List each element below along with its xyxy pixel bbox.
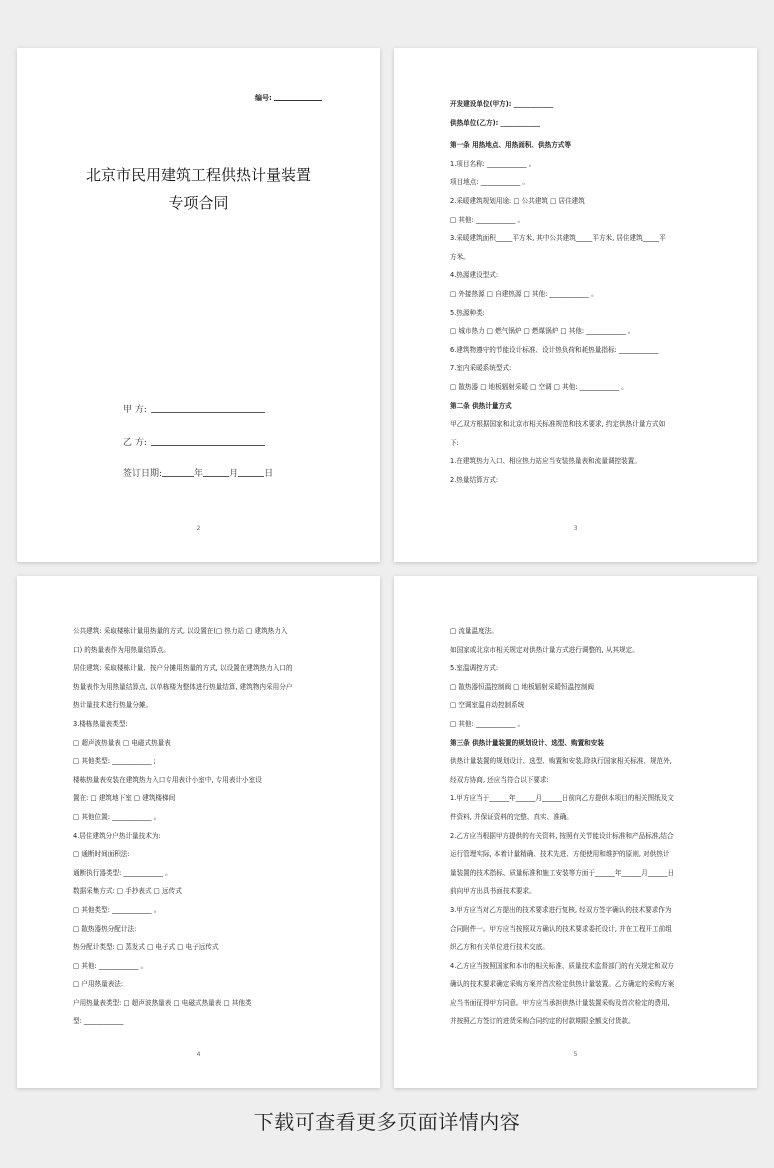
text-line: □ 其他: ____________ 。 — [450, 719, 525, 728]
text-line: 1.在建筑热力入口、相应热力站应当安装热量表和流量调控装置。 — [450, 457, 641, 466]
text-line: 热量表作为用热量结算点, 以单栋楼为整体进行热量结算, 建筑物内采用分户 — [73, 682, 293, 691]
contract-title — [17, 161, 380, 217]
text-line: 4.热源建设型式: — [450, 271, 499, 280]
text-line: □ 其他类型: ____________ 。 — [73, 905, 161, 914]
text-line: □ 其他位置: ____________ 。 — [73, 812, 161, 821]
page-5-body — [450, 622, 701, 1031]
download-more-caption: 下载可查看更多页面详情内容 — [253, 1110, 521, 1134]
serial-blank — [274, 100, 322, 101]
text-line: 置在: □ 建筑地下室 □ 建筑楼梯间 — [73, 794, 176, 803]
text-line: 数据采集方式: □ 手抄表式 □ 远传式 — [73, 887, 182, 896]
text-line: 供热单位(乙方): ____________ — [450, 118, 541, 127]
text-line: 第三条 供热计量装置的规划设计、选型、购置和安装 — [450, 738, 604, 747]
text-line: 确认的技术要求确定采购方案并首次检定供热计量装置。乙方确定的采购方案 — [450, 980, 675, 989]
text-line: 2.乙方应当根据甲方提供的有关资料, 按照有关节能设计标准和产品标准,结合 — [450, 831, 674, 840]
text-line: 第一条 用热地点、用热面积、供热方式等 — [450, 141, 571, 150]
text-line: 3.楼栋热量表类型: — [73, 719, 128, 728]
page-3 — [394, 48, 757, 562]
text-line: 开发建设单位(甲方): ____________ — [450, 100, 554, 108]
month-label: 月 — [229, 469, 239, 479]
text-line: □ 空调室温自动控制系统 — [450, 701, 525, 710]
text-line: 通断执行器类型: ____________ 。 — [73, 868, 172, 877]
text-line: □ 城市热力 □ 燃气锅炉 □ 燃煤锅炉 □ 其他: ____________ 。 — [450, 327, 635, 336]
text-line: 项目地点: ____________ 。 — [450, 178, 529, 187]
text-line: 5.热源种类: — [450, 308, 485, 317]
text-line: □ 其他: ____________ 。 — [73, 961, 148, 970]
sign-date-label: 签订日期: — [123, 469, 163, 479]
text-line: 量装置的技术指标、质量标准和施工安装等方面于______年______月______日 — [450, 868, 675, 877]
text-line: 并按照乙方签订的进货采购合同约定的付款期限全额支付货款。 — [450, 1017, 635, 1026]
text-line: 3.甲方应当对乙方提出的技术要求进行复核, 经双方签字确认的技术要求作为 — [450, 905, 672, 914]
party-a-blank — [151, 412, 265, 413]
text-line: 5.室温调控方式: — [450, 664, 499, 673]
day-label: 日 — [264, 469, 274, 479]
text-line: 方米。 — [450, 252, 470, 261]
text-line: 公共建筑: 采取楼栋计量用热量的方式, 以设置在(□ 热力站 □ 建筑热力入 — [73, 627, 288, 635]
text-line: □ 户用热量表法: — [73, 980, 124, 989]
serial-number — [255, 93, 322, 103]
party-b-blank — [151, 445, 265, 446]
text-line: 2.采暖建筑规划用途: □ 公共建筑 □ 居住建筑 — [450, 196, 585, 205]
text-line: 4.居住建筑分户热计量技术为: — [73, 831, 161, 840]
page-number: 4 — [196, 1051, 201, 1058]
serial-label: 编号: — [255, 94, 272, 102]
text-line: □ 超声波热量表 □ 电磁式热量表 — [73, 738, 171, 747]
page-3-body — [450, 95, 701, 489]
text-line: 下: — [450, 438, 459, 447]
text-line: □ 流量温度法。 — [450, 627, 498, 635]
text-line: 楼栋热量表安装在建筑热力入口专用表计小室中, 专用表计小室设 — [73, 775, 262, 784]
party-a-row — [123, 402, 265, 415]
text-line: 口) 的热量表作为用热量结算点。 — [73, 645, 170, 654]
page-4 — [17, 576, 380, 1088]
title-line-2: 专项合同 — [168, 194, 229, 212]
page-5 — [394, 576, 757, 1088]
text-line: 件资料, 并保证资料的完整、真实、准确。 — [450, 812, 573, 821]
text-line: 如国家或北京市相关规定对供热计量方式进行调整的, 从其规定。 — [450, 645, 639, 654]
text-line: □ 通断时间面积法: — [73, 850, 130, 859]
text-line: 经双方协商, 还应当符合以下要求: — [450, 775, 549, 784]
page-2-cover — [17, 48, 380, 562]
text-line: 应当书面征得甲方同意。甲方应当承担供热计量装置采购及首次检定的费用, — [450, 998, 670, 1007]
text-line: 热计量技术进行热量分摊。 — [73, 701, 153, 710]
text-line: □ 散热器恒温控制阀 □ 地板辐射采暖恒温控制阀 — [450, 682, 595, 691]
page-4-body — [73, 622, 324, 1031]
text-line: 织乙方和有关单位进行技术交底。 — [450, 943, 549, 952]
text-line: □ 散热器热分配计法: — [73, 924, 137, 933]
year-label: 年 — [194, 469, 204, 479]
text-line: 运行管理实际, 本着计量精确、技术先进、方便使用和维护的原则, 对供热计 — [450, 850, 670, 859]
text-line: 7.室内采暖系统型式: — [450, 364, 512, 373]
text-line: 6.建筑物遵守的节能设计标准、设计热负荷和耗热量指标: ____________ — [450, 345, 659, 354]
text-line: 1.项目名称: ____________ 。 — [450, 159, 536, 168]
party-b-row — [123, 435, 265, 448]
party-a-label: 甲 方: — [123, 405, 147, 415]
text-line: 4.乙方应当按照国家和本市的相关标准、质量技术监督部门的有关规定和双方 — [450, 961, 674, 970]
year-blank — [162, 476, 194, 477]
text-line: 1.甲方应当于______年______月______日前向乙方提供本项目的相关图纸及文 — [450, 794, 674, 803]
text-line: 3.采暖建筑面积_____平方米, 其中公共建筑_____平方米, 居住建筑_____平 — [450, 234, 666, 243]
text-line: □ 散热器 □ 地板辐射采暖 □ 空调 □ 其他: ____________ 。 — [450, 382, 628, 391]
page-number: 5 — [573, 1051, 578, 1058]
text-line: 热分配计类型: □ 蒸发式 □ 电子式 □ 电子远传式 — [73, 943, 219, 952]
day-blank — [238, 476, 264, 477]
text-line: 甲乙双方根据国家和北京市相关标准规范和技术要求, 约定供热计量方式如 — [450, 420, 666, 429]
month-blank — [203, 476, 229, 477]
text-line: 2.热量结算方式: — [450, 475, 499, 484]
text-line: □ 外接热源 □ 自建热源 □ 其他: ____________ 。 — [450, 289, 598, 298]
text-line: □ 其他: ____________ 。 — [450, 215, 525, 224]
text-line: 前向甲方出具书面技术要求。 — [450, 887, 536, 896]
text-line: □ 其他类型: ____________ ; — [73, 757, 156, 766]
text-line: 供热计量装置的规划设计、选型、购置和安装,除执行国家相关标准、规范外, — [450, 757, 672, 766]
text-line: 合同附件一。甲方应当按照双方确认的技术要求委托设计, 并在工程开工前组 — [450, 924, 672, 933]
title-line-1: 北京市民用建筑工程供热计量装置 — [85, 166, 311, 184]
sign-date-row — [123, 466, 273, 479]
text-line: 型: ____________ — [73, 1017, 124, 1026]
text-line: 户用热量表类型: □ 超声波热量表 □ 电磁式热量表 □ 其他类 — [73, 998, 252, 1007]
page-number: 3 — [573, 525, 578, 532]
party-b-label: 乙 方: — [123, 438, 147, 448]
page-number: 2 — [196, 525, 201, 532]
text-line: 居住建筑: 采取楼栋计量、按户分摊用热量的方式, 以设置在建筑热力入口的 — [73, 664, 293, 673]
text-line: 第二条 供热计量方式 — [450, 401, 512, 410]
